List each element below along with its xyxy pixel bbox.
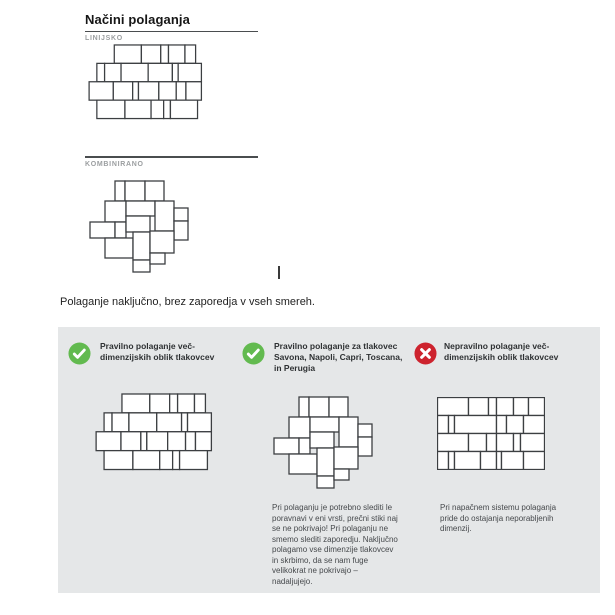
correct-linear-diagram [95,393,213,471]
cross-icon [414,342,437,365]
column-heading-incorrect: Nepravilno polaganje več-dimenzijskih oblik tlakovcev [444,341,559,363]
text-cursor [278,266,280,279]
section-label-kombinirano: KOMBINIRANO [85,161,144,168]
incorrect-grid-diagram [437,397,545,470]
combined-pattern-diagram [88,177,189,273]
column-heading-correct-multi: Pravilno polaganje več-dimenzijskih oblik tlakovcev [100,341,215,363]
correct-combined-diagram [272,393,373,489]
column-body-incorrect: Pri napačnem sistemu polaganja pride do ostajanja neporabljenih dimenzij. [440,503,557,534]
section-divider [85,156,258,158]
column-heading-correct-named: Pravilno polaganje za tlakovec Savona, Napoli, Capri, Toscana, in Perugia [274,341,403,374]
page-title: Načini polaganja [85,12,258,32]
instructions-panel [58,327,600,593]
column-body-correct-named: Pri polaganju je potrebno slediti le poravnavi v eni vrsti, prečni stiki naj se ne pokrivajo! Pri polaganju ne smemo slediti zaporedju. Naključno polagamo vse dimenzije tlakovcev in skrbimo, da se nam fuge velikokrat ne pokrivajo – nadaljujejo. [272,503,398,586]
section-label-linijsko: LINIJSKO [85,35,123,42]
caption: Polaganje naključno, brez zaporedja v vseh smereh. [60,296,315,308]
linear-pattern-diagram [88,44,203,120]
check-icon [242,342,265,365]
check-icon [68,342,91,365]
